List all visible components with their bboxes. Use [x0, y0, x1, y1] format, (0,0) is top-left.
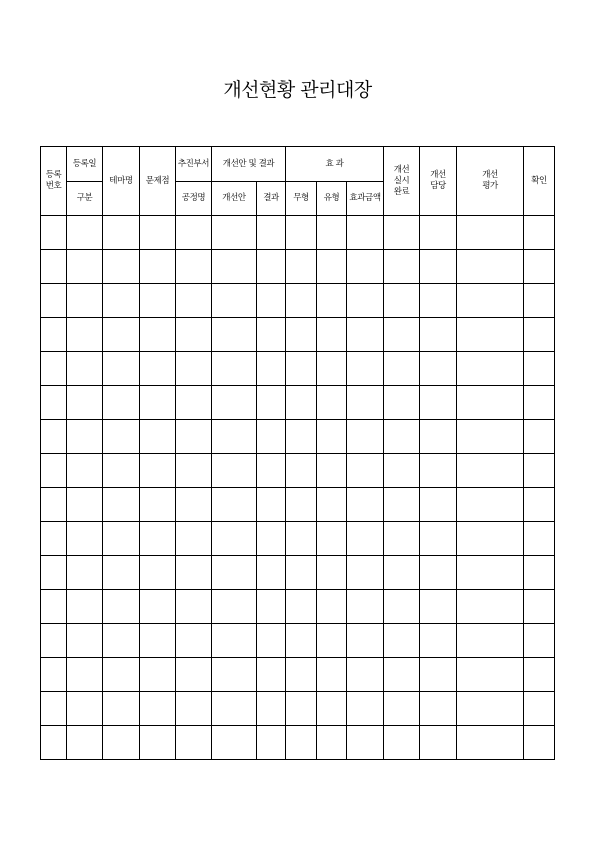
table-cell[interactable] [420, 318, 457, 352]
table-cell[interactable] [140, 590, 176, 624]
table-cell[interactable] [103, 590, 140, 624]
table-cell[interactable] [286, 420, 317, 454]
table-cell[interactable] [457, 692, 524, 726]
table-cell[interactable] [420, 352, 457, 386]
table-cell[interactable] [67, 216, 103, 250]
table-cell[interactable] [457, 318, 524, 352]
table-row [41, 726, 555, 760]
table-cell[interactable] [103, 352, 140, 386]
table-cell[interactable] [457, 624, 524, 658]
table-cell[interactable] [524, 352, 555, 386]
table-cell[interactable] [257, 624, 286, 658]
table-cell[interactable] [212, 284, 257, 318]
table-cell[interactable] [140, 522, 176, 556]
table-cell[interactable] [384, 318, 420, 352]
table-row [41, 624, 555, 658]
table-row [41, 216, 555, 250]
table-cell[interactable] [67, 624, 103, 658]
table-cell[interactable] [347, 216, 384, 250]
table-cell[interactable] [41, 624, 67, 658]
table-cell[interactable] [103, 284, 140, 318]
table-cell[interactable] [317, 420, 347, 454]
table-row [41, 522, 555, 556]
table-cell[interactable] [41, 318, 67, 352]
table-cell[interactable] [524, 250, 555, 284]
table-cell[interactable] [457, 590, 524, 624]
table-cell[interactable] [420, 726, 457, 760]
table-cell[interactable] [212, 522, 257, 556]
header-intangible: 무형 [286, 182, 317, 216]
table-cell[interactable] [524, 658, 555, 692]
table-cell[interactable] [317, 488, 347, 522]
table-cell[interactable] [176, 522, 212, 556]
table-cell[interactable] [317, 590, 347, 624]
header-dept: 추진부서 [176, 147, 212, 182]
table-row [41, 454, 555, 488]
table-cell[interactable] [524, 454, 555, 488]
table-row [41, 284, 555, 318]
table-cell[interactable] [257, 250, 286, 284]
table-cell[interactable] [176, 590, 212, 624]
table-cell[interactable] [286, 522, 317, 556]
table-cell[interactable] [140, 556, 176, 590]
table-cell[interactable] [384, 692, 420, 726]
table-cell[interactable] [524, 692, 555, 726]
table-cell[interactable] [524, 488, 555, 522]
table-cell[interactable] [67, 658, 103, 692]
table-row [41, 590, 555, 624]
header-reg-no: 등록 번호 [41, 147, 67, 216]
table-cell[interactable] [317, 624, 347, 658]
table-row [41, 250, 555, 284]
table-row [41, 556, 555, 590]
table-cell[interactable] [524, 726, 555, 760]
table-cell[interactable] [176, 556, 212, 590]
table-cell[interactable] [41, 726, 67, 760]
table-cell[interactable] [317, 318, 347, 352]
table-cell[interactable] [347, 318, 384, 352]
table-cell[interactable] [103, 692, 140, 726]
table-cell[interactable] [457, 386, 524, 420]
table-cell[interactable] [384, 590, 420, 624]
table-cell[interactable] [176, 726, 212, 760]
table-cell[interactable] [347, 522, 384, 556]
table-cell[interactable] [212, 318, 257, 352]
table-cell[interactable] [317, 454, 347, 488]
table-cell[interactable] [317, 386, 347, 420]
table-cell[interactable] [420, 692, 457, 726]
improvement-register-table [40, 146, 555, 760]
table-cell[interactable] [103, 624, 140, 658]
table-cell[interactable] [176, 216, 212, 250]
table-row [41, 386, 555, 420]
table-cell[interactable] [347, 250, 384, 284]
table-cell[interactable] [140, 658, 176, 692]
table-cell[interactable] [140, 352, 176, 386]
table-cell[interactable] [176, 250, 212, 284]
table-cell[interactable] [67, 420, 103, 454]
table-cell[interactable] [524, 216, 555, 250]
header-effect-amount: 효과금액 [347, 182, 384, 216]
table-cell[interactable] [140, 420, 176, 454]
table-cell[interactable] [317, 692, 347, 726]
header-theme: 테마명 [103, 147, 140, 216]
table-cell[interactable] [420, 386, 457, 420]
table-cell[interactable] [103, 556, 140, 590]
table-cell[interactable] [212, 556, 257, 590]
header-confirm: 확인 [524, 147, 555, 216]
table-cell[interactable] [67, 318, 103, 352]
table-cell[interactable] [257, 284, 286, 318]
header-reg-date: 등록일 [67, 147, 103, 182]
table-cell[interactable] [317, 556, 347, 590]
table-cell[interactable] [41, 420, 67, 454]
table-cell[interactable] [524, 590, 555, 624]
table-cell[interactable] [176, 658, 212, 692]
table-cell[interactable] [212, 216, 257, 250]
table-cell[interactable] [384, 624, 420, 658]
table-cell[interactable] [41, 284, 67, 318]
table-cell[interactable] [286, 658, 317, 692]
table-cell[interactable] [212, 420, 257, 454]
table-cell[interactable] [257, 658, 286, 692]
table-cell[interactable] [257, 420, 286, 454]
table-cell[interactable] [347, 726, 384, 760]
table-cell[interactable] [212, 692, 257, 726]
table-cell[interactable] [176, 624, 212, 658]
table-cell[interactable] [176, 420, 212, 454]
table-cell[interactable] [317, 284, 347, 318]
table-cell[interactable] [524, 386, 555, 420]
table-cell[interactable] [176, 352, 212, 386]
table-cell[interactable] [257, 216, 286, 250]
header-result: 결과 [257, 182, 286, 216]
table-cell[interactable] [384, 420, 420, 454]
table-cell[interactable] [347, 590, 384, 624]
table-cell[interactable] [420, 522, 457, 556]
page-title: 개선현황 관리대장 [223, 79, 372, 101]
table-cell[interactable] [347, 386, 384, 420]
table-cell[interactable] [457, 454, 524, 488]
table-cell[interactable] [457, 250, 524, 284]
table-cell[interactable] [347, 624, 384, 658]
table-cell[interactable] [212, 488, 257, 522]
table-cell[interactable] [41, 352, 67, 386]
table-cell[interactable] [317, 522, 347, 556]
table-cell[interactable] [286, 216, 317, 250]
header-process: 공정명 [176, 182, 212, 216]
table-cell[interactable] [524, 284, 555, 318]
table-cell[interactable] [286, 590, 317, 624]
table-row [41, 658, 555, 692]
table-cell[interactable] [347, 284, 384, 318]
header-plan: 개선안 [212, 182, 257, 216]
table-cell[interactable] [457, 556, 524, 590]
table-row [41, 488, 555, 522]
table-cell[interactable] [41, 216, 67, 250]
table-cell[interactable] [212, 386, 257, 420]
table-cell[interactable] [103, 454, 140, 488]
table-cell[interactable] [67, 250, 103, 284]
table-cell[interactable] [41, 556, 67, 590]
table-cell[interactable] [286, 386, 317, 420]
table-cell[interactable] [140, 250, 176, 284]
table-cell[interactable] [524, 318, 555, 352]
table-cell[interactable] [384, 488, 420, 522]
table-cell[interactable] [41, 590, 67, 624]
header-effect: 효 과 [286, 147, 384, 182]
table-cell[interactable] [103, 658, 140, 692]
table-cell[interactable] [140, 488, 176, 522]
table-cell[interactable] [524, 522, 555, 556]
table-cell[interactable] [420, 284, 457, 318]
table-cell[interactable] [257, 726, 286, 760]
table-cell[interactable] [212, 624, 257, 658]
table-cell[interactable] [140, 692, 176, 726]
table-cell[interactable] [286, 284, 317, 318]
table-cell[interactable] [420, 488, 457, 522]
table-cell[interactable] [347, 692, 384, 726]
table-cell[interactable] [317, 216, 347, 250]
table-cell[interactable] [41, 522, 67, 556]
table-cell[interactable] [140, 216, 176, 250]
table-cell[interactable] [420, 420, 457, 454]
table-cell[interactable] [67, 726, 103, 760]
table-cell[interactable] [457, 488, 524, 522]
table-cell[interactable] [212, 250, 257, 284]
table-cell[interactable] [257, 454, 286, 488]
table-cell[interactable] [41, 692, 67, 726]
table-cell[interactable] [457, 352, 524, 386]
table-cell[interactable] [384, 284, 420, 318]
table-cell[interactable] [67, 352, 103, 386]
table-row [41, 352, 555, 386]
table-cell[interactable] [140, 386, 176, 420]
table-cell[interactable] [212, 454, 257, 488]
table-cell[interactable] [257, 488, 286, 522]
table-cell[interactable] [384, 216, 420, 250]
table-cell[interactable] [347, 658, 384, 692]
table-cell[interactable] [103, 216, 140, 250]
table-cell[interactable] [317, 352, 347, 386]
table-cell[interactable] [286, 488, 317, 522]
table-cell[interactable] [67, 386, 103, 420]
table-cell[interactable] [347, 352, 384, 386]
table-cell[interactable] [176, 386, 212, 420]
table-cell[interactable] [67, 556, 103, 590]
table-cell[interactable] [420, 624, 457, 658]
table-cell[interactable] [347, 420, 384, 454]
table-cell[interactable] [524, 624, 555, 658]
table-cell[interactable] [67, 692, 103, 726]
table-cell[interactable] [103, 420, 140, 454]
header-category: 구분 [67, 182, 103, 216]
table-cell[interactable] [140, 318, 176, 352]
header-row-top [41, 147, 555, 182]
table-cell[interactable] [176, 318, 212, 352]
table-cell[interactable] [41, 454, 67, 488]
table-cell[interactable] [457, 726, 524, 760]
table-cell[interactable] [420, 250, 457, 284]
table-cell[interactable] [212, 726, 257, 760]
table-cell[interactable] [384, 726, 420, 760]
table-cell[interactable] [457, 216, 524, 250]
table-cell[interactable] [384, 250, 420, 284]
table-cell[interactable] [140, 726, 176, 760]
table-cell[interactable] [103, 522, 140, 556]
table-cell[interactable] [347, 454, 384, 488]
table-cell[interactable] [524, 556, 555, 590]
table-cell[interactable] [384, 658, 420, 692]
table-cell[interactable] [67, 590, 103, 624]
table-cell[interactable] [212, 590, 257, 624]
table-cell[interactable] [420, 454, 457, 488]
table-row [41, 420, 555, 454]
table-cell[interactable] [103, 488, 140, 522]
table-cell[interactable] [286, 726, 317, 760]
table-cell[interactable] [457, 284, 524, 318]
table-cell[interactable] [140, 454, 176, 488]
table-cell[interactable] [286, 352, 317, 386]
table-cell[interactable] [420, 216, 457, 250]
table-cell[interactable] [67, 454, 103, 488]
table-row [41, 318, 555, 352]
table-cell[interactable] [347, 556, 384, 590]
table-cell[interactable] [257, 522, 286, 556]
table-cell[interactable] [384, 352, 420, 386]
table-cell[interactable] [140, 624, 176, 658]
table-cell[interactable] [420, 556, 457, 590]
table-cell[interactable] [257, 386, 286, 420]
table-cell[interactable] [41, 386, 67, 420]
table-row [41, 692, 555, 726]
header-evaluation: 개선 평가 [457, 147, 524, 216]
header-problem: 문제점 [140, 147, 176, 216]
table-cell[interactable] [457, 522, 524, 556]
table-cell[interactable] [384, 556, 420, 590]
table-cell[interactable] [257, 318, 286, 352]
table-cell[interactable] [140, 284, 176, 318]
table-cell[interactable] [67, 488, 103, 522]
table-cell[interactable] [41, 488, 67, 522]
table-cell[interactable] [212, 658, 257, 692]
table-cell[interactable] [176, 692, 212, 726]
table-cell[interactable] [257, 692, 286, 726]
table-cell[interactable] [317, 658, 347, 692]
table-cell[interactable] [41, 658, 67, 692]
header-implement: 개선 실시 완료 [384, 147, 420, 216]
table-cell[interactable] [384, 386, 420, 420]
table-cell[interactable] [67, 284, 103, 318]
table-cell[interactable] [286, 318, 317, 352]
table-cell[interactable] [457, 420, 524, 454]
table-cell[interactable] [103, 726, 140, 760]
table-cell[interactable] [67, 522, 103, 556]
table-cell[interactable] [524, 420, 555, 454]
table-cell[interactable] [257, 590, 286, 624]
table-cell[interactable] [347, 488, 384, 522]
table-cell[interactable] [286, 624, 317, 658]
table-cell[interactable] [317, 726, 347, 760]
table-cell[interactable] [176, 454, 212, 488]
table-cell[interactable] [257, 556, 286, 590]
table-cell[interactable] [420, 658, 457, 692]
table-cell[interactable] [212, 352, 257, 386]
table-cell[interactable] [257, 352, 286, 386]
table-cell[interactable] [103, 250, 140, 284]
header-tangible: 유형 [317, 182, 347, 216]
table-cell[interactable] [286, 556, 317, 590]
table-cell[interactable] [103, 318, 140, 352]
header-owner: 개선 담당 [420, 147, 457, 216]
table-cell[interactable] [176, 488, 212, 522]
header-plan-result: 개선안 및 결과 [212, 147, 286, 182]
table-cell[interactable] [384, 522, 420, 556]
table-cell[interactable] [41, 250, 67, 284]
table-cell[interactable] [176, 284, 212, 318]
table-cell[interactable] [420, 590, 457, 624]
table-cell[interactable] [457, 658, 524, 692]
table-cell[interactable] [286, 692, 317, 726]
table-cell[interactable] [286, 250, 317, 284]
table-cell[interactable] [317, 250, 347, 284]
table-cell[interactable] [384, 454, 420, 488]
table-cell[interactable] [103, 386, 140, 420]
table-cell[interactable] [286, 454, 317, 488]
